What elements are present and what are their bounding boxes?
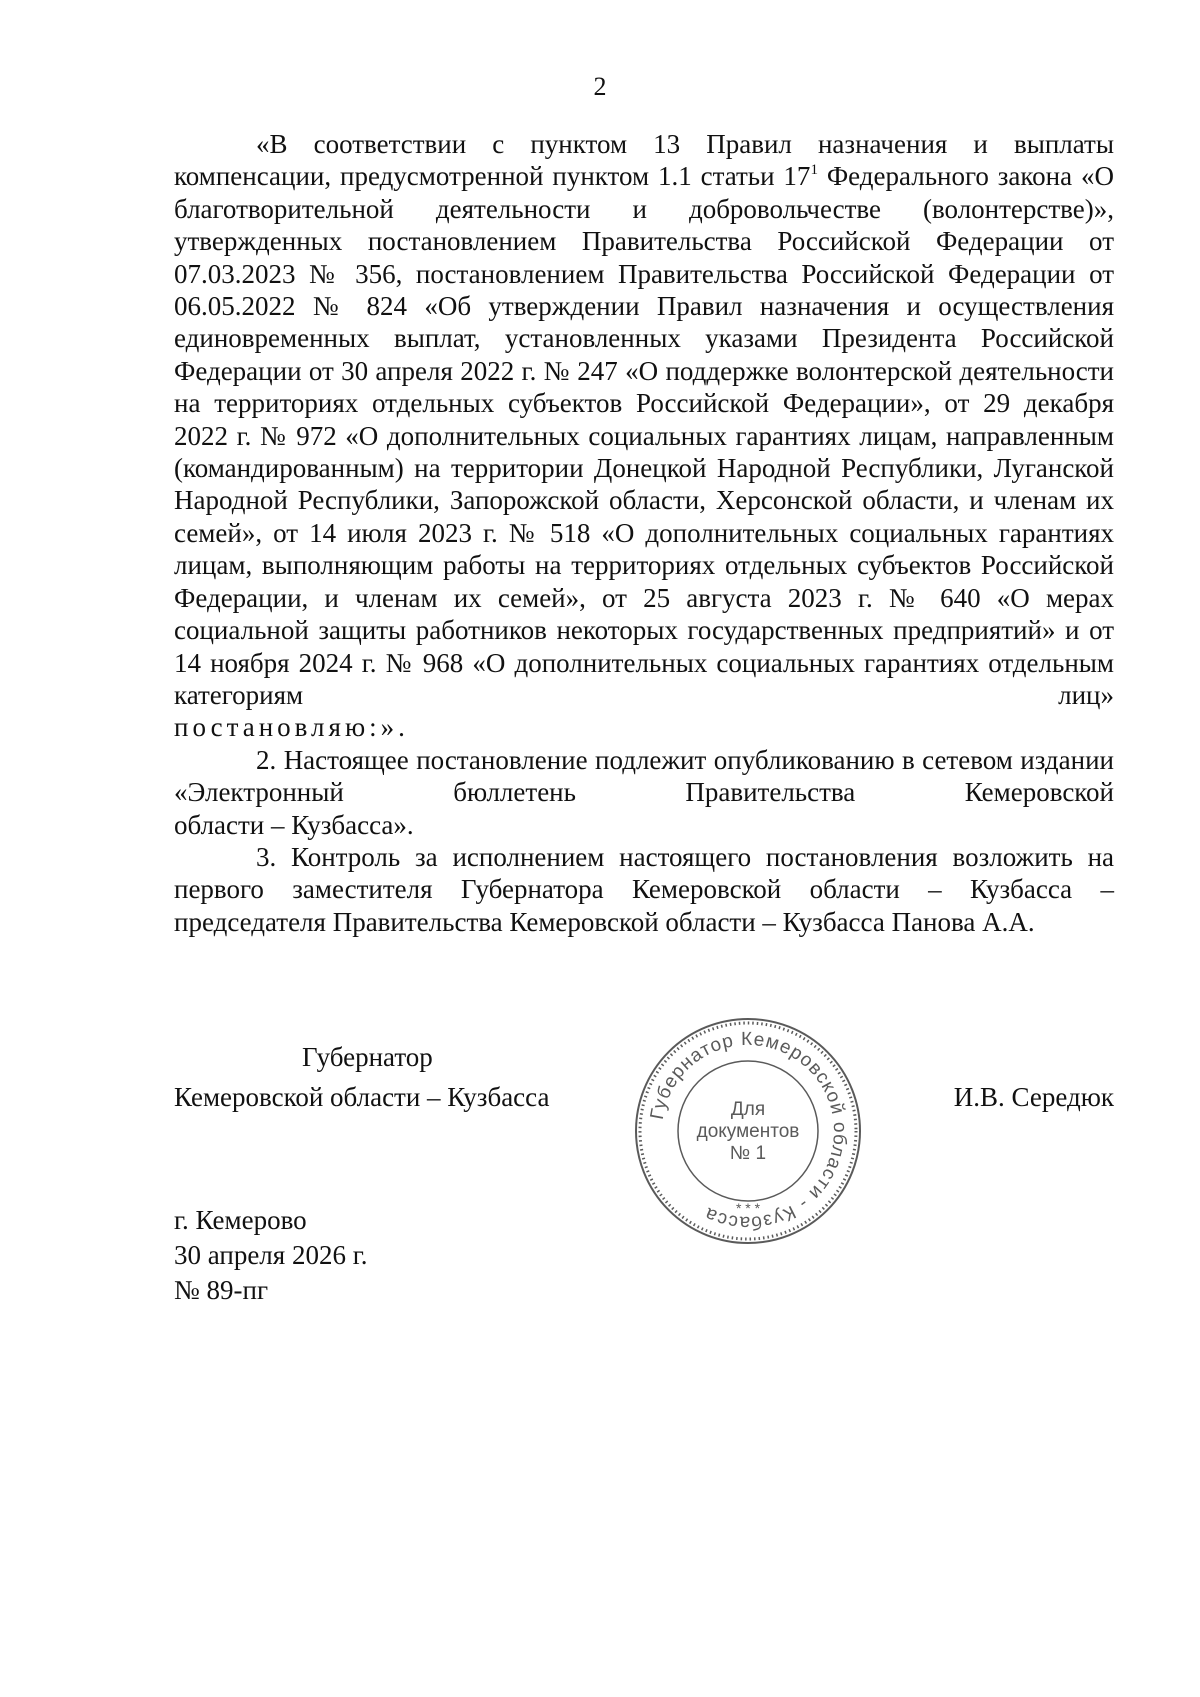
resolution-word: постановляю:». xyxy=(174,712,409,743)
official-seal xyxy=(632,1015,864,1247)
document-number: № 89-пг xyxy=(174,1275,269,1305)
text-line: «В соответствии с пунктом 13 Правил назначения и выплаты xyxy=(256,129,1114,159)
page-number: 2 xyxy=(593,72,607,101)
text-line: на первого заместителя Губернатора Кемеровской области – Кузбасса – xyxy=(174,841,1115,905)
date-line: 30 апреля 2026 г. xyxy=(174,1240,368,1270)
text-line: председателя Правительства Кемеровской области – Кузбасса Панова А.А. xyxy=(174,906,1035,937)
text-line: единовременных выплат, установленных указами Президента Российской xyxy=(174,323,1114,354)
resolution-word-line xyxy=(174,711,1114,743)
paragraph-1 xyxy=(174,128,1114,711)
signer-title: Губернатор xyxy=(302,1042,433,1072)
signature-block xyxy=(174,1037,549,1117)
paragraph-3 xyxy=(174,841,1114,906)
paragraph-2 xyxy=(174,744,1114,809)
text-line: семей», от 25 августа 2023 г. № 640 «О мерах социальной защиты работников xyxy=(174,582,1115,646)
seal-center-line-1: Для xyxy=(730,1099,766,1120)
paragraph-2-end xyxy=(174,809,1114,841)
text-line: издании «Электронный бюллетень Правительства Кемеровской xyxy=(174,744,1114,808)
superscript: 1 xyxy=(810,162,818,179)
text-line: 2. Настоящее постановление подлежит опубликованию в сетевом xyxy=(256,744,1013,775)
text-line: компенсации, предусмотренной пунктом 1.1 статьи 17 xyxy=(174,161,811,192)
text-line: Федерального закона xyxy=(817,161,1073,192)
text-line: от 07.03.2023 № 356, постановлением Правительства Российской Федерации xyxy=(174,226,1114,289)
seal-center-line-2: документов xyxy=(696,1121,800,1142)
city-line: г. Кемерово xyxy=(174,1205,307,1235)
text-line: Федерации от 30 апреля 2022 г. № 247 «О поддержке волонтерской xyxy=(174,355,953,386)
text-line: области – Кузбасса». xyxy=(174,809,414,840)
signer-organization: Кемеровской области – Кузбасса xyxy=(174,1082,550,1112)
text-line: территориях отдельных субъектов Российской Федерации, и членам их xyxy=(174,550,1114,613)
text-line: Народной Республики, Луганской Народной Республики, Запорожской xyxy=(174,453,1115,516)
text-line: «О благотворительной деятельности и добровольчестве (волонтерстве)», xyxy=(174,161,1114,224)
document-body xyxy=(174,128,1114,938)
document-footer xyxy=(174,1203,367,1308)
paragraph-3-end xyxy=(174,906,1114,938)
text-line: деятельности на территориях отдельных субъектов Российской Федерации», xyxy=(174,355,1114,419)
text-line: некоторых государственных предприятий» и от 14 ноября 2024 г. № 968 xyxy=(174,615,1115,678)
text-line: утвержденных постановлением Правительства Российской Федерации xyxy=(174,226,1064,257)
text-line: «О дополнительных социальных гарантиях лицам, выполняющим работы на xyxy=(174,517,1114,581)
text-line: 3. Контроль за исполнением настоящего постановления возложить xyxy=(256,841,1073,872)
seal-ring-text: Губернатор Кемеровской области - Кузбасса xyxy=(646,1028,851,1234)
text-line: области, Херсонской области, и членам их семей», от 14 июля 2023 г. № 518 xyxy=(174,485,1114,548)
text-line: от 06.05.2022 № 824 «Об утверждении Правил назначения и осуществления xyxy=(174,258,1115,322)
signer-name: И.В. Середюк xyxy=(953,1082,1114,1112)
text-line: от 29 декабря 2022 г. № 972 «О дополнительных социальных гарантиях xyxy=(174,388,1114,451)
text-line: лицам, направленным (командированным) на территории Донецкой xyxy=(174,420,1114,484)
seal-center-line-3: № 1 xyxy=(729,1143,767,1164)
text-line: «О дополнительных социальных гарантиях отдельным категориям лиц» xyxy=(174,647,1114,710)
seal-stars: * * * xyxy=(735,1200,761,1216)
